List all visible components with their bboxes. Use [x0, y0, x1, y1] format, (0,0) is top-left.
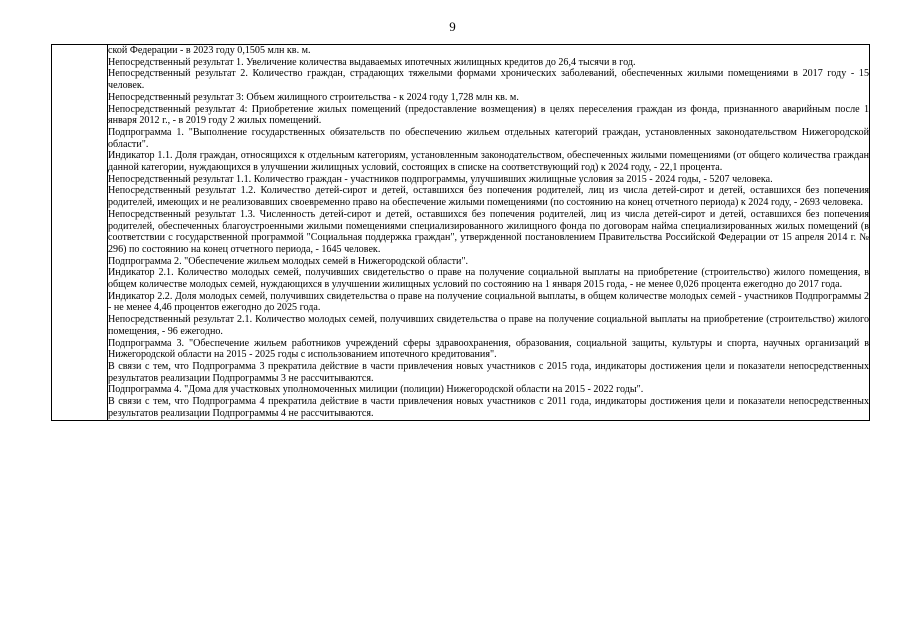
paragraph: Непосредственный результат 2. Количество граждан, страдающих тяжелыми формами хронических заболеваний, обеспеченных жилыми помещениями в 2017 году - 15 человек.	[108, 68, 869, 92]
paragraph: Непосредственный результат 1. Увеличение количества выдаваемых ипотечных жилищных кредитов до 26,4 тысячи в год.	[108, 56, 636, 68]
table-row	[52, 45, 870, 421]
paragraph: Подпрограмма 1. "Выполнение государственных обязательств по обеспечению жильем отдельных категорий граждан, установленных законодательством Нижегородской области".	[108, 126, 869, 150]
paragraph: Подпрограмма 3. "Обеспечение жильем работников учреждений сферы здравоохранения, образования, социальной защиты, культуры и спорта, научных организаций в Нижегородской области на 2015 - 2025 годы с использованием ипотечного кредитования".	[108, 337, 869, 361]
paragraph: Подпрограмма 4. "Дома для участковых уполномоченных милиции (полиции) Нижегородской области на 2015 - 2022 годы".	[108, 384, 644, 396]
paragraph: Непосредственный результат 4: Приобретение жилых помещений (предоставление возмещения) в целях переселения граждан из фонда, признанного аварийным после 1 января 2012 г., - в 2019 году 2 жилых помещений.	[108, 103, 869, 127]
paragraph: В связи с тем, что Подпрограмма 4 прекратила действие в части привлечения новых участников с 2011 года, индикаторы достижения цели и показатели непосредственных результатов реализации Подпрограммы 4 не рассчитываются.	[108, 396, 869, 419]
paragraph: Непосредственный результат 1.3. Численность детей-сирот и детей, оставшихся без попечения родителей, лиц из числа детей-сирот и детей, оставшихся без попечения родителей, обеспеченных благоустроенными жилыми помещениями специализированного жилищного фонда по договорам найма специализированных жилых помещений (в соответствии с государственной программой "Социальная поддержка граждан", утвержденной постановлением Правительства Российской Федерации от 15 апреля 2014 г. № 296) по состоянию на конец отчетного периода, - 1645 человек.	[108, 208, 869, 255]
paragraph: Непосредственный результат 2.1. Количество молодых семей, получивших свидетельства о праве на получение социальной выплаты на приобретение (строительство) жилого помещения, - 96 ежегодно.	[108, 314, 869, 337]
paragraph: ской Федерации - в 2023 году 0,1505 млн кв. м.	[108, 45, 311, 56]
paragraph: Индикатор 2.1. Количество молодых семей, получивших свидетельство о праве на получение социальной выплаты на приобретение (строительство) жилого помещения, в общем количестве молодых семей, нуждающихся в улучшении жилищных условий по состоянию на 1 января 2015 года, - не менее 0,026 процента ежегодно до 2017 года.	[108, 267, 869, 291]
paragraph: Подпрограмма 2. "Обеспечение жильем молодых семей в Нижегородской области".	[108, 255, 469, 267]
paragraph: Индикатор 2.2. Доля молодых семей, получивших свидетельства о праве на получение социальной выплаты, в общем количестве молодых семей - участников Подпрограммы 2 - не менее 4,46 процентов ежегодно до 2025 года.	[108, 290, 869, 314]
paragraph: В связи с тем, что Подпрограмма 3 прекратила действие в части привлечения новых участников с 2015 года, индикаторы достижения цели и показатели непосредственных результатов реализации Подпрограммы 3 не рассчитываются.	[108, 360, 869, 384]
table-cell-content	[108, 45, 870, 421]
table-cell-left	[52, 45, 108, 421]
page-number: 9	[449, 19, 456, 34]
document-table	[51, 44, 870, 421]
paragraph: Индикатор 1.1. Доля граждан, относящихся к отдельным категориям, установленным законодательством, обеспеченных жилыми помещениями (от общего количества граждан данной категории, нуждающихся в улучшении жилищных условий, состоящих в списке на соответствующий год) к 2024 году, - 22,1 процента.	[108, 150, 869, 174]
paragraph: Непосредственный результат 1.2. Количество детей-сирот и детей, оставшихся без попечения родителей, лиц из числа детей-сирот и детей, оставшихся без попечения родителей, имеющих и не реализовавших своевременно право на обеспечение жилыми помещениями (по состоянию на конец отчетного периода) к 2024 году, - 2693 человека.	[108, 185, 869, 209]
paragraph: Непосредственный результат 3: Объем жилищного строительства - к 2024 году 1,728 млн кв. м.	[108, 91, 519, 103]
paragraph: Непосредственный результат 1.1. Количество граждан - участников подпрограммы, улучшивших жилищные условия за 2015 - 2024 годы, - 5207 человека.	[108, 173, 773, 185]
